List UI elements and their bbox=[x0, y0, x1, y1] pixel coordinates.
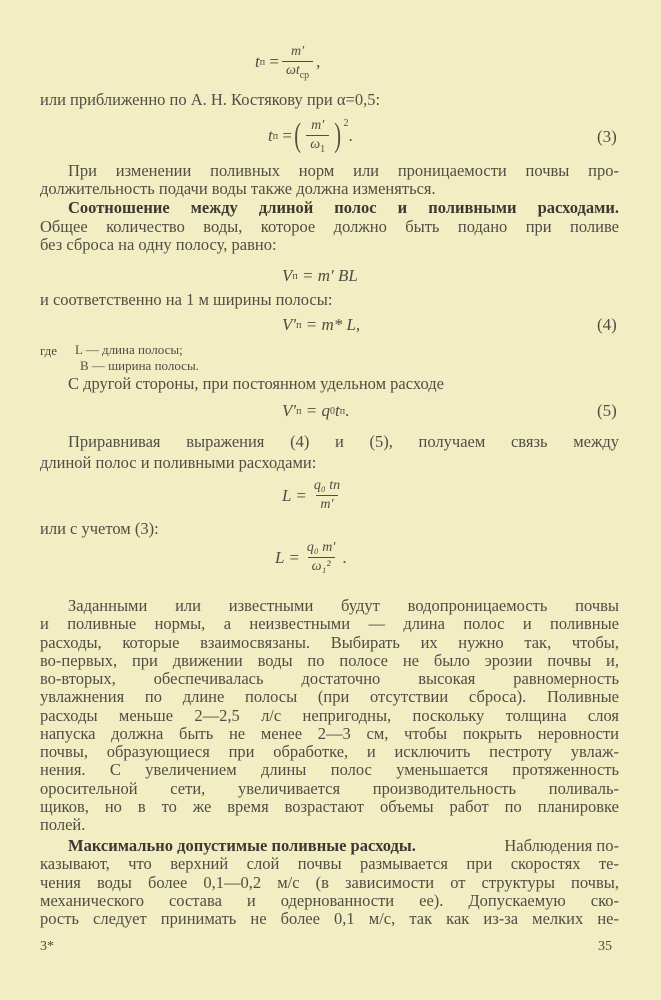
text-line: во-вторых, обеспечивалась достаточно высокая равномерность bbox=[40, 670, 619, 688]
text-line: увлажнения по длине полосы (при отсутствии сброса). Поливные bbox=[40, 688, 619, 707]
eq-sub: ср bbox=[299, 69, 310, 81]
section-heading: Максимально допустимые поливные расходы. bbox=[68, 836, 416, 855]
eq-sub: п bbox=[296, 319, 302, 331]
equation-length-2 bbox=[275, 540, 347, 575]
where-label bbox=[40, 341, 57, 359]
denominator: ω bbox=[310, 137, 321, 152]
where-item-L: L — длина полосы; bbox=[75, 342, 183, 357]
text-line: казывают, что верхний слой почвы размывается при скоростях те- bbox=[40, 855, 619, 874]
eq-power: 2 bbox=[343, 118, 349, 129]
text-line: При изменении поливных норм или проницаемости почвы про- bbox=[68, 162, 619, 180]
fraction bbox=[282, 44, 313, 81]
equation-1: t п = $\frac{m'}{\omega t_{ср}}$ , bbox=[255, 44, 321, 81]
eq-sub: п bbox=[339, 405, 346, 417]
eq-lhs: t bbox=[268, 126, 273, 146]
eq-sub: 0 bbox=[329, 405, 335, 417]
text-line: без сброса на одну полосу, равно: bbox=[40, 235, 277, 254]
text-line: рость следует принимать не более 0,1 м/с, так как из-за мелких не- bbox=[40, 910, 619, 928]
text-line: расходы, которые взаимосвязаны. Выбирать их нужно так, чтобы, bbox=[40, 633, 619, 652]
eq-rhs: = m′ BL bbox=[302, 266, 358, 285]
text-line: полей. bbox=[40, 815, 86, 834]
equation-length-1 bbox=[282, 478, 347, 513]
eq-sub: 1 bbox=[320, 143, 326, 155]
text-line: напуска должна быть не менее 2—3 см, чтобы покрыть неровности bbox=[40, 724, 619, 743]
fraction bbox=[306, 118, 329, 155]
eq-rhs: = q bbox=[305, 401, 330, 420]
page-number: 35 bbox=[598, 939, 612, 954]
fraction bbox=[310, 478, 344, 513]
equation-volume bbox=[282, 266, 358, 286]
eq-trail: , bbox=[316, 52, 321, 72]
eq-sub: п bbox=[292, 270, 298, 282]
eq-rhs: = m* L, bbox=[305, 315, 361, 334]
numerator: q₀ tп bbox=[313, 478, 341, 493]
numerator: q₀ m′ bbox=[306, 540, 336, 555]
equation-5 bbox=[282, 401, 349, 421]
denominator: ωt bbox=[285, 63, 300, 78]
equation-number-4: (4) bbox=[597, 315, 617, 334]
equation-3: t п = ( $\frac{m'}{\omega_1}$ ) $^2$ . bbox=[268, 117, 353, 155]
eq-lhs: V′ bbox=[282, 315, 297, 334]
text-line: щиков, но в то же время возрастают объемы работ по планировке bbox=[40, 797, 619, 816]
eq-sub: п bbox=[272, 130, 279, 142]
equation-number-3: (3) bbox=[597, 127, 617, 146]
text-line: оросительной сети, увеличивается производительность поливаль- bbox=[40, 779, 619, 798]
text-line: чения воды более 0,1—0,2 м/с (в зависимости от структуры почвы, bbox=[40, 873, 619, 892]
eq-trail: . bbox=[345, 401, 350, 420]
eq-lhs: t bbox=[255, 52, 260, 72]
text-line: и поливные нормы, а неизвестными — длина полос и поливные bbox=[40, 615, 619, 634]
eq-lhs: V bbox=[282, 266, 293, 285]
text-line: механического состава и одернованности ее). Допускаемую ско- bbox=[40, 891, 619, 910]
numerator: m′ bbox=[311, 118, 325, 133]
text-line bbox=[68, 837, 619, 855]
eq-sub: п bbox=[259, 56, 266, 68]
text-line: расходы меньше 2—2,5 л/с непригодны, поскольку толщина слоя bbox=[40, 706, 619, 725]
eq-lhs: L = bbox=[282, 485, 307, 505]
text-line: должительность подачи воды также должна изменяться. bbox=[40, 179, 436, 198]
text-line: Заданными или известными будут водопроницаемость почвы bbox=[68, 597, 619, 615]
eq-lhs: L = bbox=[275, 547, 300, 567]
text-line: и соответственно на 1 м ширины полосы: bbox=[40, 290, 333, 309]
eq-sub: п bbox=[296, 405, 302, 417]
eq-lhs: V′ bbox=[282, 401, 297, 420]
text-line: С другой стороны, при постоянном удельном расходе bbox=[68, 374, 444, 393]
fraction bbox=[303, 540, 340, 575]
eq-trail: . bbox=[348, 126, 353, 146]
eq-rhs: t bbox=[334, 401, 340, 420]
text-fragment: Наблюдения по- bbox=[504, 836, 619, 855]
text-line: почвы, образующиеся при обработке, и исключить пестроту увлаж- bbox=[40, 743, 619, 761]
text-line: во-первых, при движении воды по полосе не было эрозии почвы и, bbox=[40, 651, 619, 670]
denominator: ω₁² bbox=[308, 557, 335, 575]
text-line: или приближенно по А. Н. Костякову при α=0,5: bbox=[40, 90, 381, 109]
text-line: Соотношение между длиной полос и поливными расходами. bbox=[68, 199, 619, 217]
eq-trail: . bbox=[342, 547, 347, 567]
text-line: нения. С увеличением длины полос уменьшается протяженность bbox=[40, 761, 619, 780]
page-signature: 3* bbox=[40, 939, 54, 954]
text-line: или с учетом (3): bbox=[40, 519, 159, 538]
numerator: m′ bbox=[290, 44, 305, 59]
where-word: где bbox=[40, 343, 58, 358]
denominator: m′ bbox=[316, 495, 337, 513]
where-item-B: B — ширина полосы. bbox=[80, 358, 199, 373]
text-line: Приравнивая выражения (4) и (5), получаем связь между bbox=[68, 433, 619, 451]
text-line: длиной полос и поливными расходами: bbox=[40, 453, 317, 472]
equation-number-5: (5) bbox=[597, 401, 617, 420]
equation-4 bbox=[282, 315, 360, 335]
text-line: Общее количество воды, которое должно быть подано при поливе bbox=[40, 218, 619, 236]
